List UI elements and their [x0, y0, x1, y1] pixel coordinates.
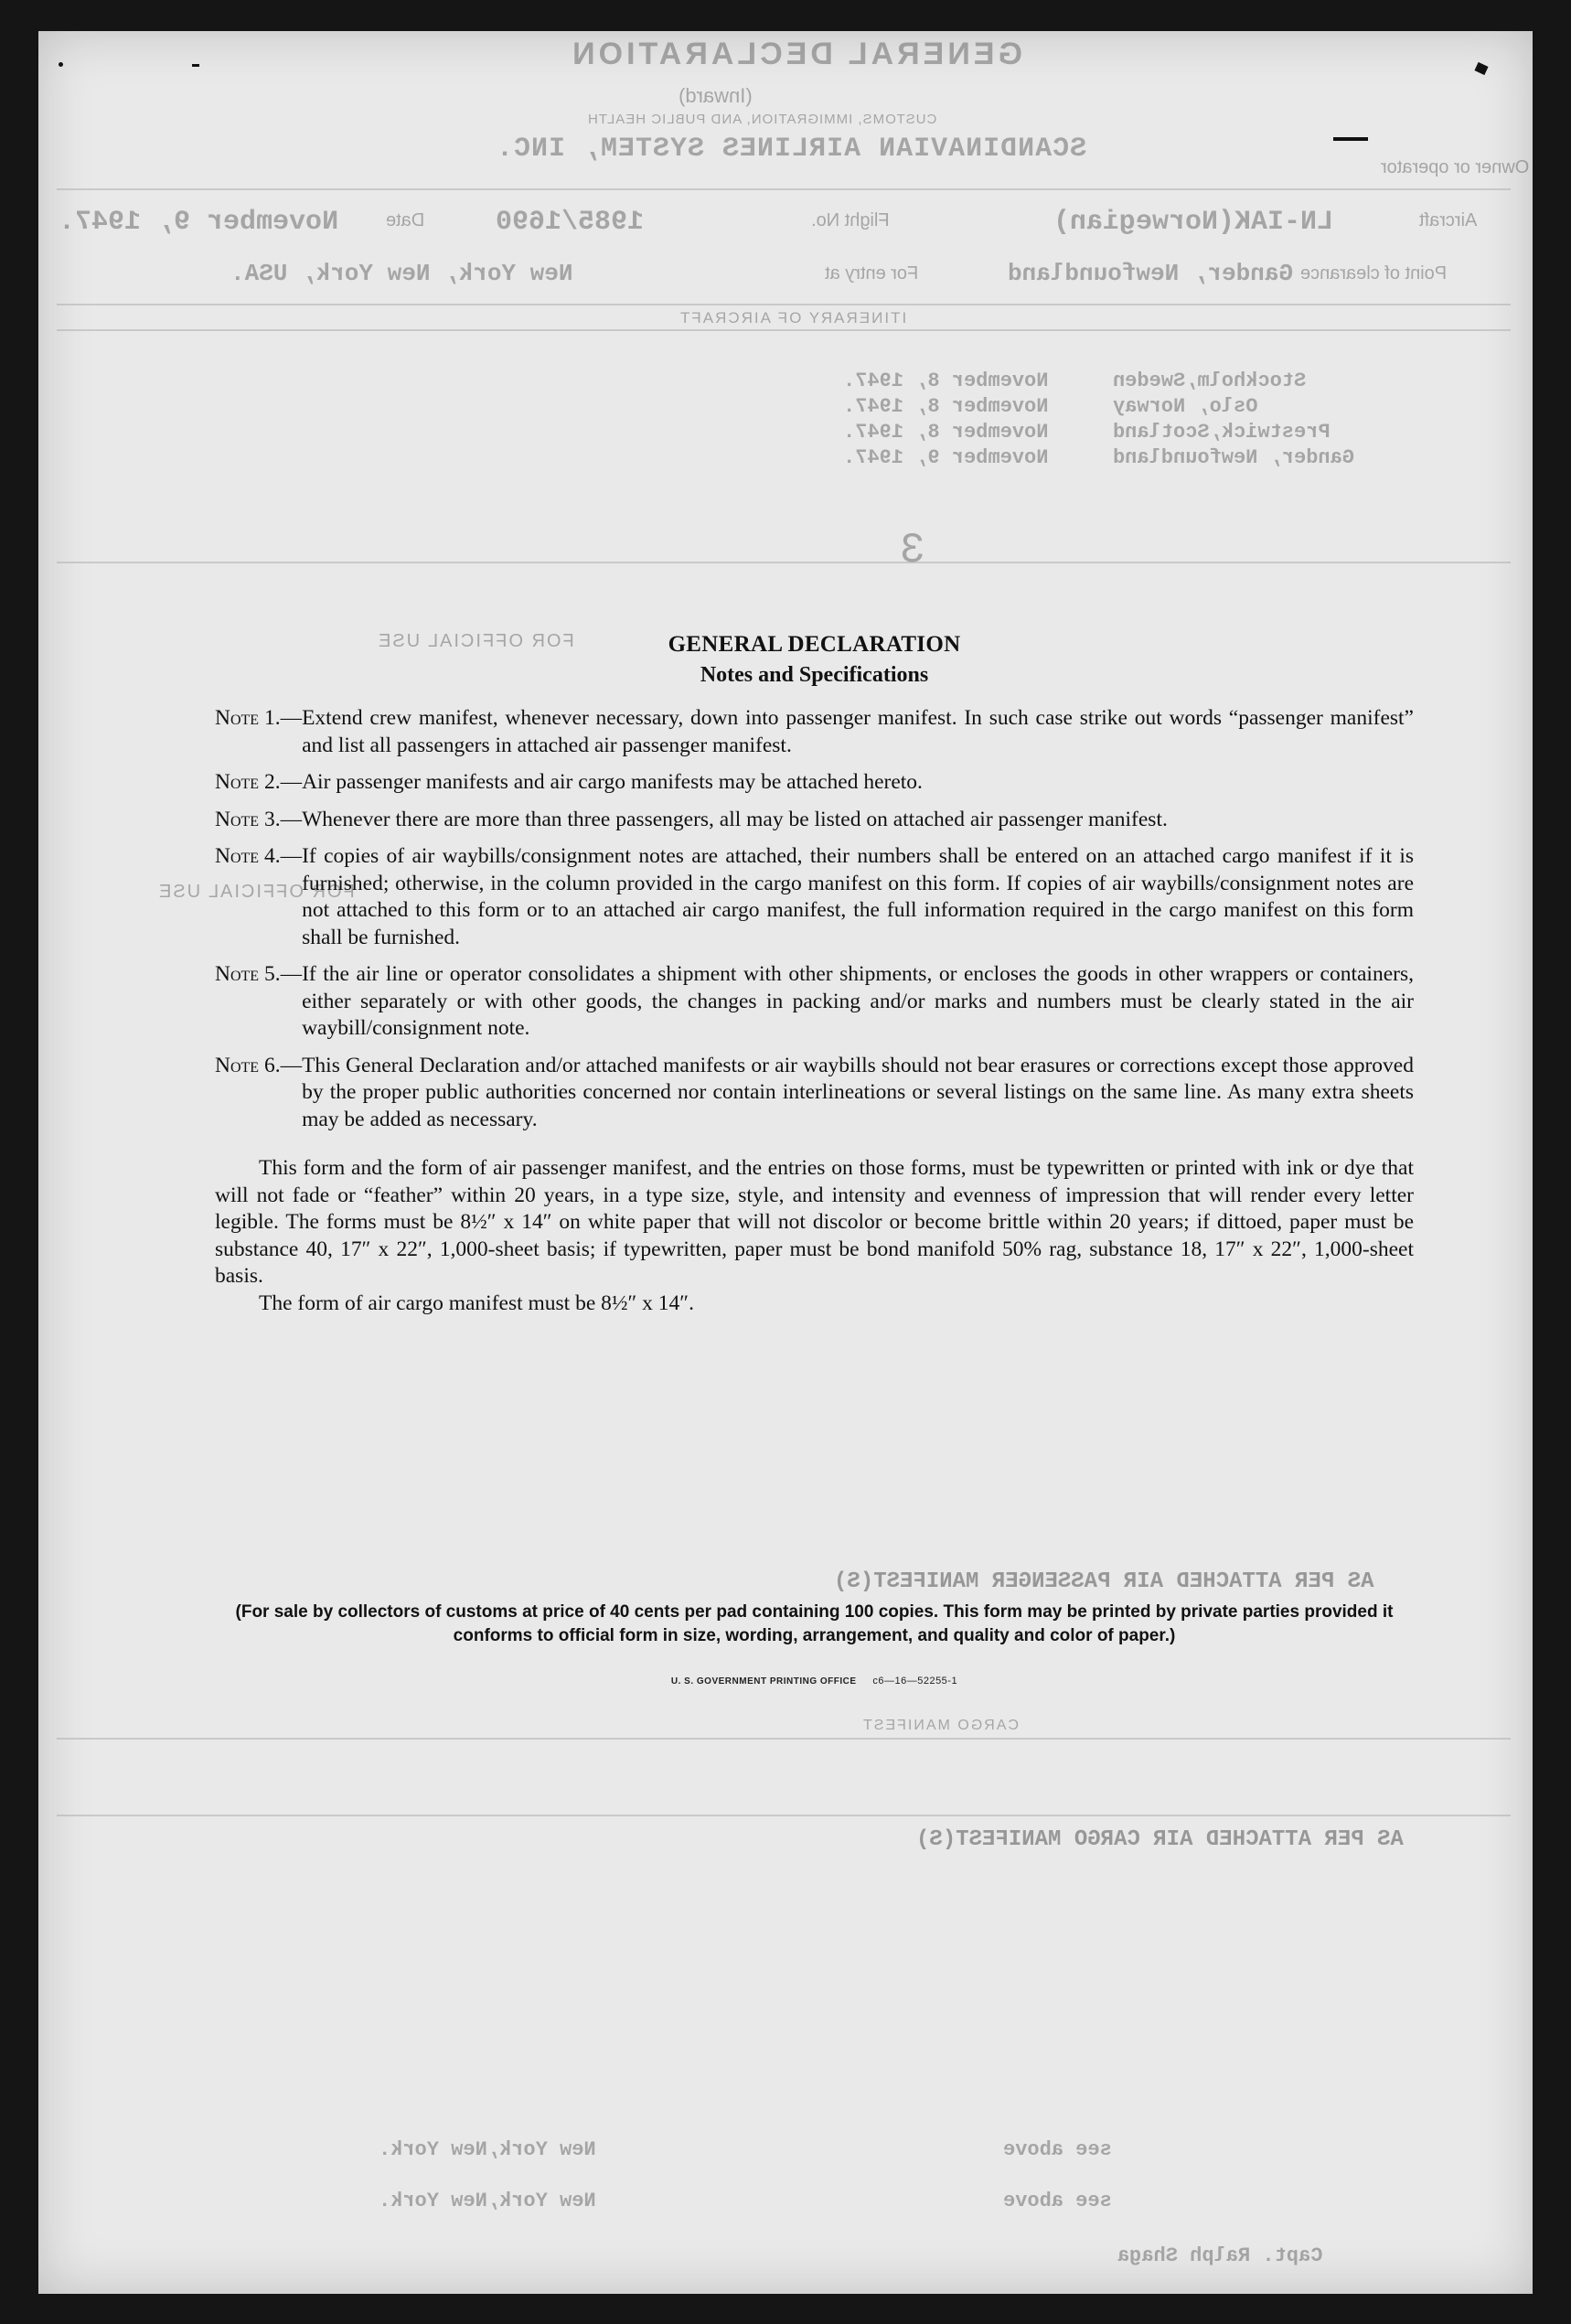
cargo-form-size: The form of air cargo manifest must be 8½″ x 14″.	[259, 1291, 694, 1315]
bleed-rule-4	[57, 562, 1511, 563]
bleed-destined-value-1: New York,New York.	[379, 2138, 596, 2161]
note-6	[215, 1053, 1414, 1134]
bleed-operator: SCANDINAVIAN AIRLINES SYSTEM, INC.	[496, 134, 1087, 165]
printer-code: c6—16—52255-1	[872, 1676, 958, 1687]
bleed-rule-1	[57, 188, 1511, 190]
note-1	[215, 705, 1414, 759]
note-4-text: If copies of air waybills/consignment notes are attached, their numbers shall be entered on an attached cargo manifest if it is furnished; otherwise, in the column provided in the cargo manifest on this form. If copies of air waybills/consignment notes are not attached to this form or to an attached air cargo manifest, the full information required in the cargo manifest on this form shall be furnished.	[302, 844, 1414, 949]
bleed-rule-5	[57, 1738, 1511, 1740]
page-subtitle: Notes and Specifications	[700, 662, 929, 687]
bleed-itinerary-place-2: Oslo, Norway	[1113, 395, 1258, 418]
bleed-clearance-label: Point of clearance	[1300, 263, 1448, 284]
bleed-cargo-manifest-label: CARGO MANIFEST	[861, 1718, 1020, 1733]
notes-and-specifications	[215, 631, 1414, 1317]
note-5	[215, 961, 1414, 1043]
specification-paragraph: This form and the form of air passenger manifest, and the entries on those forms, must be typewritten or printed with ink or dye that will not fade or “feather” within 20 years, in a type size, style, and intensity and evenness of impression that will render every letter legible. The forms must be 8½″ x 14″ on white paper that will not discolor or become brittle within 20 years; if dittoed, paper must be substance 40, 17″ x 22″, 1,000-sheet basis; if typewritten, paper must be bond manifold 50% rag, substance 18, 17″ x 22″, 1,000-sheet basis.	[215, 1156, 1414, 1288]
top-right-dash	[1333, 137, 1368, 141]
bleed-owner-label: Owner or operator	[1381, 157, 1530, 177]
bleed-official-use-2: FOR OFFICIAL USE	[157, 882, 355, 902]
bleed-inward: (Inward)	[679, 84, 753, 107]
note-4	[215, 843, 1414, 951]
bleed-entry-value: New York, New York, USA.	[230, 260, 573, 287]
printer-name: U. S. GOVERNMENT PRINTING OFFICE	[670, 1676, 857, 1687]
top-right-corner-mark	[1474, 62, 1488, 75]
bleed-aircraft-label: Aircraft	[1419, 210, 1478, 230]
note-6-label: Note 6.—	[215, 1053, 303, 1077]
top-left-speck	[59, 62, 63, 67]
bleed-rule-2	[57, 304, 1511, 305]
bleed-itinerary-date-4: November 9, 1947.	[843, 446, 1049, 469]
bleed-itinerary-place-1: Stockholm,Sweden	[1113, 369, 1307, 392]
note-5-text: If the air line or operator consolidates a shipment with other shipments, or encloses the goods in other wrappers or containers, either separately or with other goods, the changes in packing and/or marks and numbers must be clearly stated in the air waybill/consignment note.	[302, 962, 1414, 1040]
bleed-itinerary-place-4: Gander, Newfoundland	[1113, 446, 1355, 469]
bleed-destined-value-2: New York,New York.	[379, 2190, 596, 2212]
sale-notice: (For sale by collectors of customs at price of 40 cents per pad containing 100 copies. This form may be printed by private parties provided it conforms to official form in size, wording, arrangement, and quality and color of paper.)	[235, 1602, 1394, 1645]
note-4-label: Note 4.—	[215, 844, 303, 868]
document-page	[38, 31, 1533, 2294]
bleed-laden-value: see above	[1003, 2190, 1112, 2212]
note-3-label: Note 3.—	[215, 807, 303, 831]
note-6-text: This General Declaration and/or attached manifests or air waybills should not bear erasures or corrections except those approved by the proper public authorities concerned nor contain interlineations or several listings on the same line. As many extra sheets may be added as necessary.	[302, 1053, 1414, 1131]
bleed-itinerary-date-3: November 8, 1947.	[843, 421, 1049, 444]
bleed-signature: Capt. Ralph Shaga	[1117, 2244, 1323, 2267]
bleed-official-use: FOR OFFICIAL USE	[377, 631, 574, 651]
note-3	[215, 807, 1414, 834]
note-2-text: Air passenger manifests and air cargo manifests may be attached hereto.	[302, 770, 923, 794]
bleed-form-title: GENERAL DECLARATION	[569, 37, 1022, 71]
note-1-label: Note 1.—	[215, 706, 303, 730]
bleed-itinerary-place-3: Prestwick,Scotland	[1113, 421, 1331, 444]
bleed-flight-value: 1985/1690	[496, 207, 645, 238]
bleed-rule-6	[57, 1815, 1511, 1816]
bleed-clearance-value: Gander, Newfoundland	[1008, 260, 1294, 287]
page-title: GENERAL DECLARATION	[668, 632, 961, 657]
bleed-rule-3	[57, 329, 1511, 331]
bleed-itinerary-date-1: November 8, 1947.	[843, 369, 1049, 392]
bleed-agency: CUSTOMS, IMMIGRATION, AND PUBLIC HEALTH	[587, 112, 937, 127]
note-1-text: Extend crew manifest, whenever necessary, down into passenger manifest. In such case strike out words “passenger manifest” and list all passengers in attached air passenger manifest.	[302, 706, 1414, 757]
note-2-label: Note 2.—	[215, 770, 303, 794]
bleed-flight-label: Flight No.	[811, 210, 890, 230]
bleed-cargo-stamp: AS PER ATTACHED AIR CARGO MANIFEST(S)	[916, 1827, 1404, 1852]
bleed-date-value: November 9, 1947.	[59, 207, 339, 238]
note-5-label: Note 5.—	[215, 962, 303, 986]
note-2	[215, 769, 1414, 797]
bleed-embarked-value: see above	[1003, 2138, 1112, 2161]
printer-imprint	[215, 1676, 1414, 1687]
bleed-itinerary-date-2: November 8, 1947.	[843, 395, 1049, 418]
bleed-date-label: Date	[386, 210, 425, 230]
bleed-entry-label: For entry at	[825, 263, 919, 284]
bleed-passenger-stamp: AS PER ATTACHED AIR PASSENGER MANIFEST(S)	[834, 1569, 1374, 1594]
note-3-text: Whenever there are more than three passengers, all may be listed on attached air passenger manifest.	[302, 807, 1168, 831]
top-left-dash	[192, 64, 199, 67]
bleed-aircraft-value: LN-IAK(Norwegian)	[1053, 207, 1334, 238]
bleed-itinerary-label: ITINERARY OF AIRCRAFT	[679, 309, 907, 327]
bleed-passenger-count: 3	[900, 527, 925, 574]
